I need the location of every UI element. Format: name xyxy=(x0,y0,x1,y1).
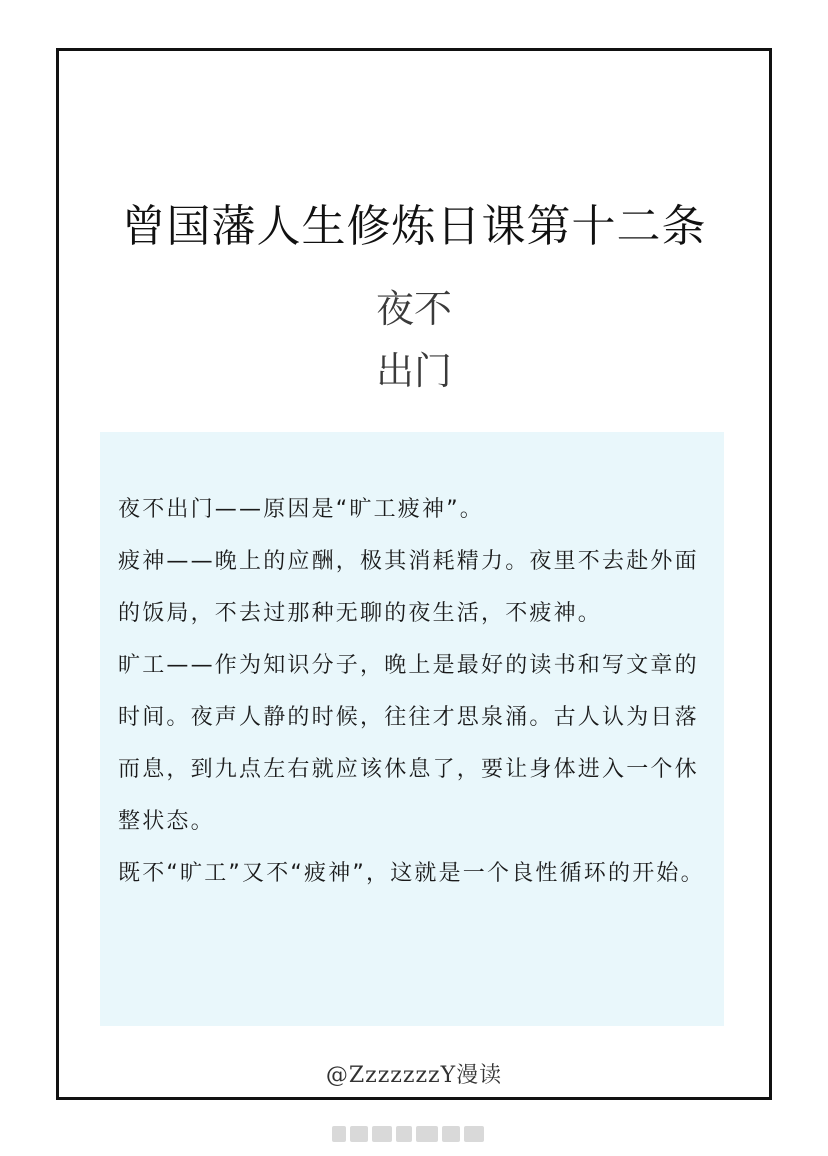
paragraph-conclusion: 既不“旷工”又不“疲神”，这就是一个良性循环的开始。 xyxy=(118,861,705,886)
subtitle-line-1: 夜不 xyxy=(375,287,452,331)
subtitle-line-2: 出门 xyxy=(375,349,452,393)
content-box xyxy=(100,432,724,1026)
author-credit: @ZzzzzzzY漫读 xyxy=(325,1063,503,1088)
paragraph-kuanggong: 旷工——作为知识分子，晚上是最好的读书和写文章的时间。夜声人静的时候，往往才思泉涌。古人认为日落而息，到九点左右就应该休息了，要让身体进入一个休整状态。 xyxy=(118,653,699,834)
watermark-image xyxy=(332,1124,502,1144)
paragraph-pishen: 疲神——晚上的应酬，极其消耗精力。夜里不去赴外面的饭局，不去过那种无聊的夜生活，不疲神。 xyxy=(118,549,699,626)
page-title: 曾国藩人生修炼日课第十二条 xyxy=(121,201,707,252)
paragraph-intro: 夜不出门——原因是“旷工疲神”。 xyxy=(118,497,484,522)
